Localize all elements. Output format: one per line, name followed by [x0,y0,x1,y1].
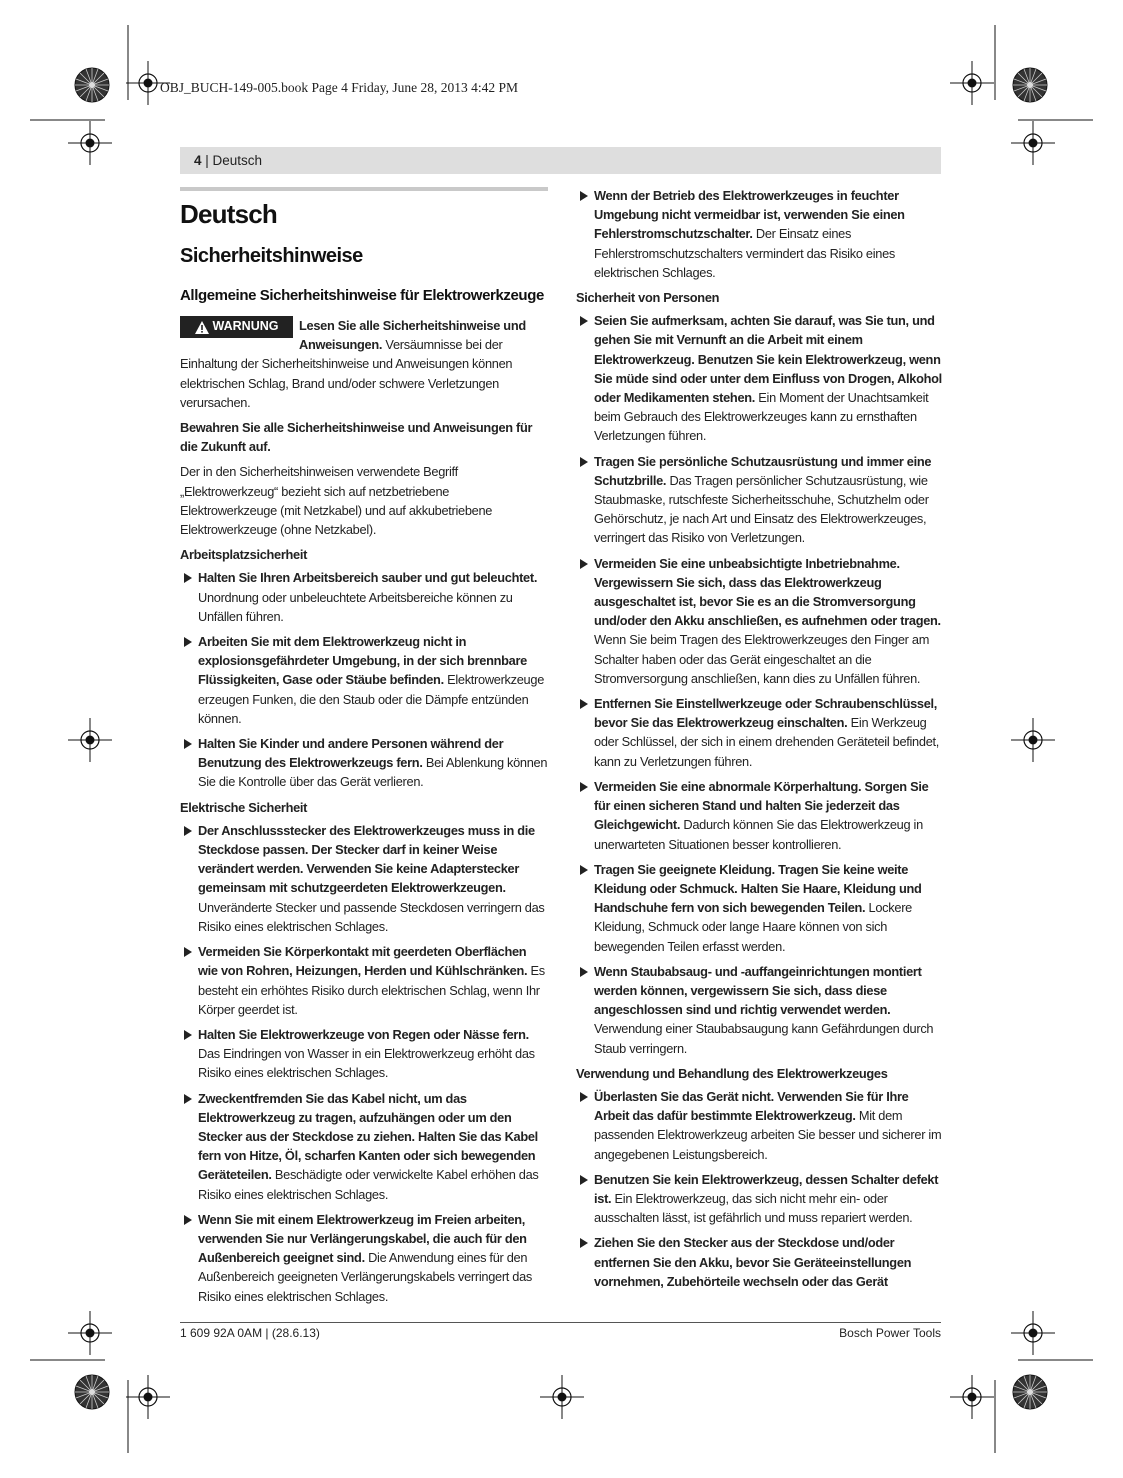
footer-rule [180,1322,941,1323]
bullet-triangle-icon [184,573,192,583]
item-text: Ein Werkzeug oder Schlüssel, der sich in einem drehenden Geräteteil befindet, kann zu Verletzungen führen. [594,715,940,769]
list-item [576,777,942,854]
bullet-triangle-icon [184,739,192,749]
registration-star-icon [75,68,109,102]
keep-note: Bewahren Sie alle Sicherheitshinweise und Anweisungen für die Zukunft auf. [180,420,533,455]
bullet-triangle-icon [184,1030,192,1040]
item-text: Ein Elektrowerkzeug, das sich nicht mehr ein- oder ausschalten lässt, ist gefährlich und muss repariert werden. [594,1190,913,1226]
item-bold: Benutzen Sie kein Elektrowerkzeug, dessen Schalter defekt ist. [594,1171,939,1206]
page-number: 4 [194,153,202,168]
list-item [576,1087,942,1164]
item-bold: Überlasten Sie das Gerät nicht. Verwenden Sie für Ihre Arbeit das dafür bestimmte Elektrowerkzeug. [594,1088,909,1124]
bullet-triangle-icon [580,457,588,467]
item-bold: Tragen Sie persönliche Schutzausrüstung und immer eine Schutzbrille. [594,453,932,488]
item-text: Es besteht ein erhöhtes Risiko durch elektrischen Schlag, wenn Ihr Körper geerdet ist. [198,963,545,1017]
registration-star-icon [1013,1375,1047,1409]
warning-badge [180,316,293,338]
item-bold: Der Anschlussstecker des Elektrowerkzeuges muss in die Steckdose passen. Der Stecker darf in keiner Weise verändert werden. Verwenden Sie keine Adapterstecker gemeinsam mit schutzgeerdeten Elektrowerkzeugen. [198,822,535,896]
list-item [180,1025,548,1083]
item-text: Unveränderte Stecker und passende Steckdosen verringern das Risiko eines elektrischen Schlages. [198,899,545,934]
registration-star-icon [75,1375,109,1409]
warning-label: WARNUNG [212,319,279,334]
list-item [180,1089,548,1204]
right-column [576,186,942,1297]
page-header [194,153,262,168]
bullet-triangle-icon [580,1092,588,1102]
bullet-triangle-icon [580,865,588,875]
print-info: OBJ_BUCH-149-005.book Page 4 Friday, June 28, 2013 4:42 PM [160,80,519,95]
item-text: Lockere Kleidung, Schmuck oder lange Haare können von sich bewegenden Teilen erfasst werden. [594,900,912,954]
bullet-triangle-icon [580,316,588,326]
bullet-triangle-icon [184,947,192,957]
crosshair-icon [68,1311,112,1355]
list-item [180,821,548,936]
header-bar [180,147,941,174]
bullet-triangle-icon [580,699,588,709]
item-bold: Vermeiden Sie Körperkontakt mit geerdeten Oberflächen wie von Rohren, Heizungen, Herden und Kühlschränken. [198,944,528,979]
list-item [576,962,942,1058]
item-bold: Halten Sie Ihren Arbeitsbereich sauber und gut beleuchtet. [198,570,538,586]
item-bold: Vermeiden Sie eine unbeabsichtigte Inbetriebnahme. Vergewissern Sie sich, dass das Elektrowerkzeug ausgeschaltet ist, bevor Sie es an die Stromversorgung und/oder den Akku anschließen, es aufnehmen oder tragen. [594,555,941,629]
crosshair-icon [1011,718,1055,762]
item-bold: Seien Sie aufmerksam, achten Sie darauf, was Sie tun, und gehen Sie mit Vernunft an die Arbeit mit einem Elektrowerkzeug. Benutzen Sie kein Elektrowerkzeug, wenn Sie müde sind oder unter dem Einfluss von Drogen, Alkohol oder Medikamenten stehen. [594,313,942,406]
warning-text: Versäumnisse bei der Einhaltung der Sicherheitshinweise und Anweisungen können elektrischen Schlag, Brand und/oder schwere Verletzungen verursachen. [180,337,513,410]
item-text: Die Anwendung eines für den Außenbereich geeigneten Verlängerungskabels verringert das Risiko eines elektrischen Schlages. [198,1250,533,1304]
item-bold: Zweckentfremden Sie das Kabel nicht, um das Elektrowerkzeug zu tragen, aufzuhängen oder um den Stecker aus der Steckdose zu ziehen. Halten Sie das Kabel fern von Hitze, Öl, scharfen Kanten oder sich bewegenden Geräteteilen. [198,1090,538,1183]
warning-block [180,316,548,412]
list-item [576,1233,942,1291]
list-item [576,554,942,688]
crosshair-icon [68,121,112,165]
bullet-triangle-icon [184,1215,192,1225]
item-bold: Wenn Staubabsaug- und -auffangeinrichtungen montiert werden können, vergewissern Sie sich, dass diese angeschlossen sind und richtig verwendet werden. [594,963,922,1018]
crosshair-icon [540,1375,584,1419]
header-separator: | [201,153,213,168]
item-bold: Entfernen Sie Einstellwerkzeuge oder Schraubenschlüssel, bevor Sie das Elektrowerkzeug einschalten. [594,696,938,731]
item-text: Wenn Sie beim Tragen des Elektrowerkzeuges den Finger am Schalter haben oder das Gerät eingeschaltet an die Stromversorgung anschließen, kann dies zu Unfällen führen. [594,632,930,686]
item-text: Elektrowerkzeuge erzeugen Funken, die den Staub oder die Dämpfe entzünden können. [198,672,545,726]
list-item [576,694,942,771]
section-heading: Sicherheitshinweise [180,245,363,267]
subsection-heading: Allgemeine Sicherheitshinweise für Elektrowerkzeuge [180,287,544,304]
item-bold: Tragen Sie geeignete Kleidung. Tragen Sie keine weite Kleidung oder Schmuck. Halten Sie Haare, Kleidung und Handschuhe fern von sich bewegenden Teilen. [594,861,922,916]
item-bold: Arbeiten Sie mit dem Elektrowerkzeug nicht in explosionsgefährdeter Umgebung, in der sich brennbare Flüssigkeiten, Gase oder Stäube befinden. [198,634,527,688]
item-text: Mit dem passenden Elektrowerkzeug arbeiten Sie besser und sicherer im angegebenen Leistungsbereich. [594,1108,942,1162]
list-item [576,860,942,956]
item-bold: Halten Sie Elektrowerkzeuge von Regen oder Nässe fern. [198,1026,529,1042]
item-text: Verwendung einer Staubabsaugung kann Gefährdungen durch Staub verringern. [594,1021,934,1056]
header-language: Deutsch [212,153,263,168]
bullet-triangle-icon [580,191,588,201]
persons-heading: Sicherheit von Personen [576,290,720,306]
crosshair-icon [126,1375,170,1419]
crosshair-icon [950,1375,994,1419]
registration-star-icon [1013,68,1047,102]
warning-triangle-icon [195,321,209,334]
list-item [180,568,548,626]
bullet-triangle-icon [580,1238,588,1248]
list-item [180,632,548,728]
bullet-triangle-icon [184,637,192,647]
item-text: Ein Moment der Unachtsamkeit beim Gebrauch des Elektrowerkzeuges kann zu ernsthaften Verletzungen führen. [594,390,929,444]
crosshair-icon [68,718,112,762]
bullet-triangle-icon [580,782,588,792]
electrical-heading: Elektrische Sicherheit [180,799,308,815]
warning-bold-text: Lesen Sie alle Sicherheitshinweise und Anweisungen. [299,318,526,353]
bullet-triangle-icon [580,967,588,977]
list-item [576,1170,942,1228]
page-title: Deutsch [180,199,277,229]
item-text: Das Tragen persönlicher Schutzausrüstung, wie Staubmaske, rutschfeste Sicherheitsschuhe, Schutzhelm oder Gehörschutz, je nach Art und Einsatz des Elektrowerkzeuges, verringert das Risiko von Verletzungen. [594,472,929,546]
item-text: Der Einsatz eines Fehlerstromschutzschalters vermindert das Risiko eines elektrischen Schlages. [594,226,895,280]
item-bold: Ziehen Sie den Stecker aus der Steckdose und/oder entfernen Sie den Akku, bevor Sie Geräteeinstellungen vornehmen, Zubehörteile wechseln oder das Gerät [594,1235,912,1289]
item-text: Beschädigte oder verwickelte Kabel erhöhen das Risiko eines elektrischen Schlages. [198,1167,539,1202]
list-item [576,186,942,282]
use-heading: Verwendung und Behandlung des Elektrowerkzeuges [576,1065,888,1081]
crosshair-icon [1011,1311,1055,1355]
footer-doc-number: 1 609 92A 0AM | (28.6.13) [180,1326,320,1340]
list-item [576,311,942,445]
list-item [180,734,548,792]
item-text: Dadurch können Sie das Elektrowerkzeug in unerwarteten Situationen besser kontrollieren. [594,817,923,852]
item-bold: Wenn der Betrieb des Elektrowerkzeuges in feuchter Umgebung nicht vermeidbar ist, verwenden Sie einen Fehlerstromschutzschalter. [594,188,905,242]
definition-text: Der in den Sicherheitshinweisen verwendete Begriff „Elektrowerkzeug“ bezieht sich auf netzbetriebene Elektrowerkzeuge (mit Netzkabel) und auf akkubetriebene Elektrowerkzeuge (ohne Netzkabel). [180,464,493,538]
bullet-triangle-icon [580,559,588,569]
list-item [180,942,548,1019]
left-column [180,186,548,1312]
item-bold: Wenn Sie mit einem Elektrowerkzeug im Freien arbeiten, verwenden Sie nur Verlängerungskabel, die auch für den Außenbereich geeignet sind. [198,1211,527,1266]
bullet-triangle-icon [184,826,192,836]
crosshair-icon [950,61,994,105]
item-text: Unordnung oder unbeleuchtete Arbeitsbereiche können zu Unfällen führen. [198,589,513,624]
crosshair-icon [1011,121,1055,165]
bullet-triangle-icon [184,1094,192,1104]
title-rule [180,187,548,191]
item-text: Das Eindringen von Wasser in ein Elektrowerkzeug erhöht das Risiko eines elektrischen Schlages. [198,1046,535,1081]
item-text: Bei Ablenkung können Sie die Kontrolle über das Gerät verlieren. [198,755,548,790]
bullet-triangle-icon [580,1175,588,1185]
list-item [180,1210,548,1306]
item-bold: Halten Sie Kinder und andere Personen während der Benutzung des Elektrowerkzeugs fern. [198,736,504,771]
footer-brand: Bosch Power Tools [839,1326,941,1340]
item-bold: Vermeiden Sie eine abnormale Körperhaltung. Sorgen Sie für einen sicheren Stand und halten Sie jederzeit das Gleichgewicht. [594,778,929,833]
workplace-heading: Arbeitsplatzsicherheit [180,547,308,563]
list-item [576,452,942,548]
